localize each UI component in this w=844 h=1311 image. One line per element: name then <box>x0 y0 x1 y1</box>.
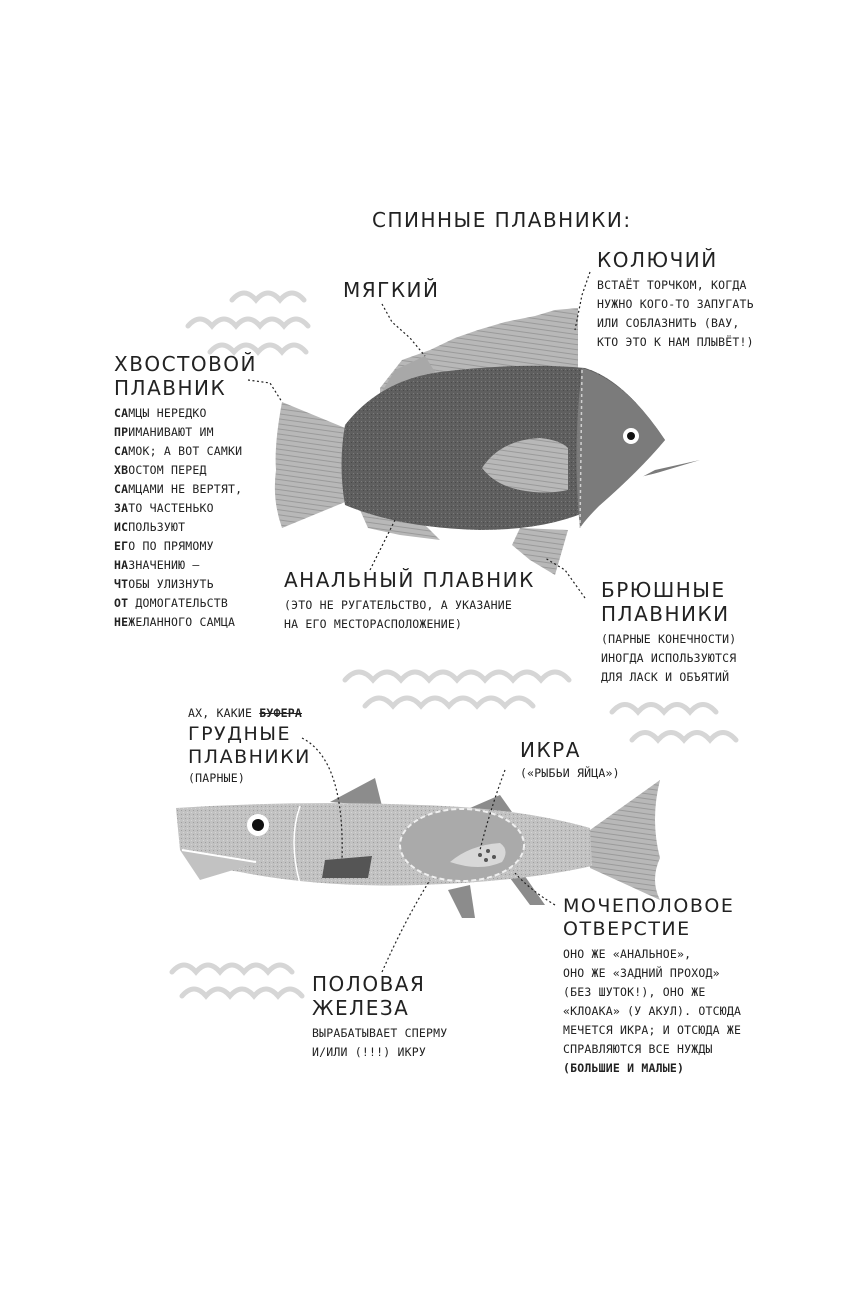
anal-fin-text-line: НА ЕГО МЕСТОРАСПОЛОЖЕНИЕ) <box>284 617 463 631</box>
tail-fin-title-line2: ПЛАВНИК <box>114 376 227 400</box>
soft-fin-label: МЯГКИЙ <box>343 278 440 302</box>
tail-fin-text-line: ИСПОЛЬЗУЮТ <box>114 520 186 534</box>
roe-note: («РЫБЬИ ЯЙЦА») <box>520 766 620 780</box>
leader-soft <box>382 304 425 356</box>
tail-fin-text-line: САМЦЫ НЕРЕДКО <box>114 406 207 420</box>
pelvic-fins-text-line: ДЛЯ ЛАСК И ОБЪЯТИЙ <box>601 670 730 684</box>
gonad-text-line: И/ИЛИ (!!!) ИКРУ <box>312 1045 426 1059</box>
bass-head <box>576 368 665 528</box>
urogenital-block <box>563 895 741 1078</box>
tail-fin-text-line: НАЗНАЧЕНИЮ — <box>114 558 200 572</box>
spiny-fin-text-line: ИЛИ СОБЛАЗНИТЬ (ВАУ, <box>597 316 740 330</box>
spiny-fin-title: КОЛЮЧИЙ <box>597 248 718 272</box>
urogenital-text-line: СПРАВЛЯЮТСЯ ВСЕ НУЖДЫ <box>563 1042 713 1056</box>
tail-fin <box>275 402 350 528</box>
urogenital-title-line2: ОТВЕРСТИЕ <box>563 918 691 940</box>
tail-fin-text-line: ПРИМАНИВАЮТ ИМ <box>114 425 214 439</box>
struck-word: БУФЕРА <box>259 706 302 720</box>
tail-fin-text-line: ЕГО ПО ПРЯМОМУ <box>114 539 214 553</box>
anal-fin-text-line: (ЭТО НЕ РУГАТЕЛЬСТВО, А УКАЗАНИЕ <box>284 598 512 612</box>
urogenital-text-line: «КЛОАКА» (У АКУЛ). ОТСЮДА <box>563 1004 742 1018</box>
spiny-fin-text-line: НУЖНО КОГО-ТО ЗАПУГАТЬ <box>597 297 754 311</box>
leader-gonad <box>382 880 430 972</box>
tail-fin-text-line: НЕЖЕЛАННОГО САМЦА <box>114 615 236 629</box>
urogenital-text-line: МЕЧЕТСЯ ИКРА; И ОТСЮДА ЖЕ <box>563 1023 742 1037</box>
pelvic-fins-title-line2: ПЛАВНИКИ <box>601 602 730 626</box>
gonad-title-line2: ЖЕЛЕЗА <box>312 996 410 1020</box>
spiny-fin-text-line: КТО ЭТО К НАМ ПЛЫВЁТ!) <box>597 335 754 349</box>
pectoral-fins-title-line1: ГРУДНЫЕ <box>188 723 292 745</box>
gonad-block <box>312 972 447 1062</box>
gonad-text-line: ВЫРАБАТЫВАЕТ СПЕРМУ <box>312 1026 448 1040</box>
barracuda-body <box>176 803 592 885</box>
leader-spiny <box>575 272 590 330</box>
barracuda-dorsal-fin-1 <box>330 778 382 806</box>
wave-decoration-middle <box>345 672 569 706</box>
tail-fin-text-line: САМОК; А ВОТ САМКИ <box>114 444 243 458</box>
tail-fin-block <box>114 352 257 632</box>
urogenital-text-line: ОНО ЖЕ «ЗАДНИЙ ПРОХОД» <box>563 966 720 980</box>
urogenital-title-line1: МОЧЕПОЛОВОЕ <box>563 895 735 917</box>
roe-block <box>520 738 620 783</box>
dorsal-fins-heading: СПИННЫЕ ПЛАВНИКИ: <box>372 208 632 232</box>
urogenital-text-line: (БЕЗ ШУТОК!), ОНО ЖЕ <box>563 985 706 999</box>
urogenital-text-line: ОНО ЖЕ «АНАЛЬНОЕ», <box>563 947 692 961</box>
roe-title: ИКРА <box>520 738 581 762</box>
anal-fin-title: АНАЛЬНЫЙ ПЛАВНИК <box>284 568 535 592</box>
tail-fin-text-line: САМЦАМИ НЕ ВЕРТЯТ, <box>114 482 243 496</box>
spiny-fin-block <box>597 248 754 352</box>
pelvic-fins-text-line: (ПАРНЫЕ КОНЕЧНОСТИ) <box>601 632 737 646</box>
pelvic-fins-block <box>601 578 736 687</box>
pectoral-fins-block <box>188 704 311 788</box>
wave-decoration-bottom-left <box>172 965 302 996</box>
tail-fin-text-line: ЗАТО ЧАСТЕНЬКО <box>114 501 214 515</box>
wave-decoration-top-left <box>188 293 308 352</box>
spiny-fin-text-line: ВСТАЁТ ТОРЧКОМ, КОГДА <box>597 278 747 292</box>
tail-fin-title-line1: ХВОСТОВОЙ <box>114 352 258 376</box>
tail-fin-text-line: ЧТОБЫ УЛИЗНУТЬ <box>114 577 214 591</box>
pectoral-fins-note: (ПАРНЫЕ) <box>188 771 245 785</box>
wave-decoration-right <box>612 705 736 741</box>
anal-fin-block <box>284 568 535 634</box>
barracuda-tail <box>590 780 660 900</box>
urogenital-bold-line: (БОЛЬШИЕ И МАЛЫЕ) <box>563 1061 685 1075</box>
pectoral-fins-title-line2: ПЛАВНИКИ <box>188 746 311 768</box>
pelvic-fins-title-line1: БРЮШНЫЕ <box>601 578 726 602</box>
tail-fin-text-line: ОТ ДОМОГАТЕЛЬСТВ <box>114 596 228 610</box>
gonad-outline <box>400 809 524 881</box>
pelvic-fins-text-line: ИНОГДА ИСПОЛЬЗУЮТСЯ <box>601 651 737 665</box>
tail-fin-text-line: ХВОСТОМ ПЕРЕД <box>114 463 207 477</box>
gonad-title-line1: ПОЛОВАЯ <box>312 972 426 996</box>
pectoral-fins-pretext: АХ, КАКИЕ БУФЕРА <box>188 706 302 720</box>
